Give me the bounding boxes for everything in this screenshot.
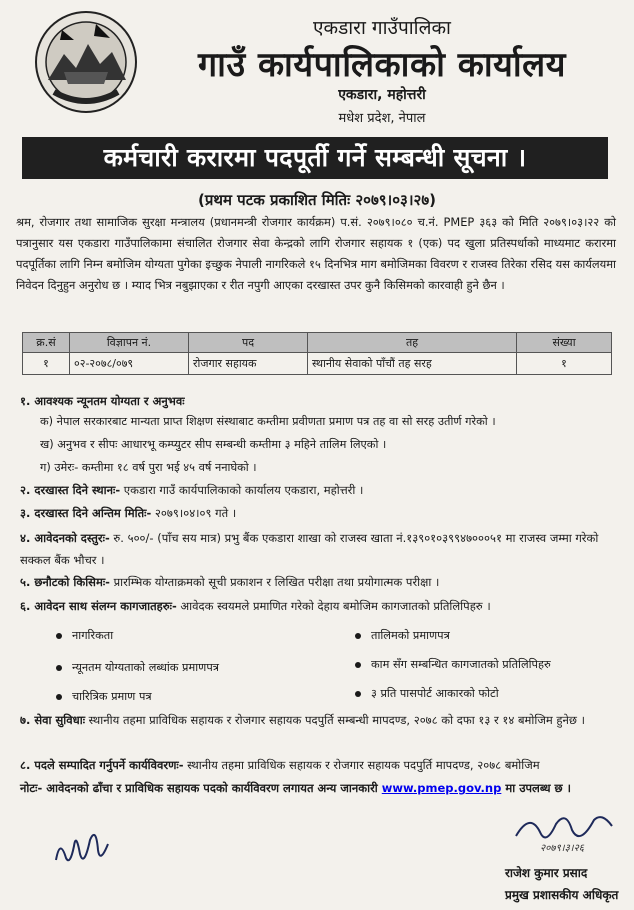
office-address: एकडारा, महोत्तरी bbox=[338, 87, 426, 103]
list-item: नागरिकता bbox=[56, 628, 113, 643]
office-title: गाउँ कार्यपालिकाको कार्यालय bbox=[198, 45, 566, 85]
list-item: काम सँग सम्बन्धित कागजातको प्रतिलिपिहरु bbox=[355, 657, 551, 672]
section-8: ८. पदले सम्पादित गर्नुपर्ने कार्यविवरणः- स्थानीय तहमा प्राविधिक सहायक र रोजगार सहायक पदपुर्ति मापदण्ड, २०७८ बमोजिम bbox=[20, 758, 540, 772]
section-7: ७. सेवा सुविधाः स्थानीय तहमा प्राविधिक सहायक र रोजगार सहायक पदपुर्ति सम्बन्धी मापदण्ड, २०७८ को दफा १३ र १४ बमोजिम हुनेछ । bbox=[20, 713, 585, 727]
bullet-icon bbox=[56, 633, 62, 639]
col-header-level: तह bbox=[308, 333, 517, 353]
cell-ad-no: ०२-२०७८/०७९ bbox=[70, 353, 189, 375]
section-5: ५. छनौटको किसिमः- प्रारम्भिक योग्ताक्रमको सूची प्रकाशन र लिखित परीक्षा तथा प्रयोगात्मक परीक्षा । bbox=[20, 575, 440, 589]
table-row bbox=[23, 353, 612, 375]
section-3: ३. दरखास्त दिने अन्तिम मितिः- २०७९।०४।०९ गते । bbox=[20, 506, 237, 520]
section-1-title: १. आवश्यक न्यूनतम योग्यता र अनुभवः bbox=[20, 394, 185, 408]
signatory-name: राजेश कुमार प्रसाद bbox=[505, 866, 588, 880]
col-header-sn: क्र.सं bbox=[23, 333, 70, 353]
bullet-icon bbox=[56, 665, 62, 671]
note-paragraph: नोटः- आवेदनको ढाँचा र प्राविधिक सहायक पदको कार्यविवरण लगायत अन्य जानकारी www.pmep.gov.np मा उपलब्ध छ । bbox=[20, 781, 571, 795]
cell-sn: १ bbox=[23, 353, 70, 375]
qualification-b: ख) अनुभव र सीपः आधारभू कम्प्युटर सीप सम्बन्धी कम्तीमा ३ महिने तालिम लिएको । bbox=[40, 438, 387, 451]
municipality-name: एकडारा गाउँपालिका bbox=[313, 17, 451, 39]
section-2: २. दरखास्त दिने स्थानः- एकडारा गाउँ कार्यपालिकाको कार्यालय एकडारा, महोत्तरी । bbox=[20, 483, 364, 497]
bullet-icon bbox=[355, 662, 361, 668]
section-4: ४. आवेदनको दस्तुरः- रु. ५००/- (पाँच सय मात्र) प्रभु बैंक एकडारा शाखा को राजस्व खाता नं.१३९०१०३९९४७०००५१ मा राजस्व जम्मा गरेको सक्कल बैंक भौचर । bbox=[20, 531, 599, 567]
handwritten-signature-left bbox=[50, 820, 120, 875]
qualification-c: ग) उमेरः- कम्तीमा १८ वर्ष पुरा भई ४५ वर्ष ननाघेको । bbox=[40, 461, 257, 474]
handwritten-signature-right bbox=[510, 806, 620, 866]
cell-count: १ bbox=[517, 353, 612, 375]
bullet-icon bbox=[56, 694, 62, 700]
cell-post: रोजगार सहायक bbox=[189, 353, 308, 375]
vacancy-table bbox=[22, 332, 612, 375]
bullet-icon bbox=[355, 691, 361, 697]
notice-title-banner: कर्मचारी करारमा पदपूर्ती गर्ने सम्बन्धी सूचना । bbox=[22, 137, 608, 179]
col-header-post: पद bbox=[189, 333, 308, 353]
pmep-website-link[interactable]: www.pmep.gov.np bbox=[381, 781, 502, 795]
section-6: ६. आवेदन साथ संलग्न कागजातहरुः- आवेदक स्वयमले प्रमाणित गरेको देहाय बमोजिम कागजातको प्रतिलिपिहरु । bbox=[20, 599, 491, 613]
qualification-a: क) नेपाल सरकारबाट मान्यता प्राप्त शिक्षण संस्थाबाट कम्तीमा प्रवीणता प्रमाण पत्र तह वा सो सरह उतीर्ण गरेको । bbox=[40, 415, 496, 428]
signatory-title: प्रमुख प्रशासकीय अधिकृत bbox=[505, 888, 619, 902]
intro-paragraph: श्रम, रोजगार तथा सामाजिक सुरक्षा मन्त्रालय (प्रधानमन्त्री रोजगार कार्यक्रम) प.सं. २०७९।०८० च.नं. PMEP ३६३ को मिति २०७९।०३।२२ को पत्रानुसार यस एकडारा गाउँपालिकामा संचालित रोजगार सेवा केन्द्रको लागि रोजगार सहायक १ (एक) पद खुला प्रतिस्पर्धाको माध्यमाट करारमा पदपूर्तिका लागि निम्न बमोजिम योग्यता पुगेका इच्छुक नेपाली नागरिकले १५ दिनभित्र माग बमोजिमका विवरण र राजस्व तिरेका रसिद यस कार्यलयमा निवेदन दिनुहुन अनुरोध छ । म्याद भित्र नबुझाएका र रीत नपुगी आएका दरखास्त उपर कुनै किसिमको कारवाही हुने छैन । bbox=[16, 215, 616, 292]
cell-level: स्थानीय सेवाको पाँचौं तह सरह bbox=[308, 353, 517, 375]
col-header-count: संख्या bbox=[517, 333, 612, 353]
publication-date: (प्रथम पटक प्रकाशित मितिः २०७९।०३।२७) bbox=[198, 191, 436, 209]
list-item: ३ प्रति पासपोर्ट आकारको फोटो bbox=[355, 686, 499, 701]
col-header-ad-no: विज्ञापन नं. bbox=[70, 333, 189, 353]
nepal-emblem-logo bbox=[34, 10, 138, 114]
table-header-row bbox=[23, 333, 612, 353]
province-line: मधेश प्रदेश, नेपाल bbox=[338, 111, 426, 126]
list-item: न्यूनतम योग्यताको लब्धांक प्रमाणपत्र bbox=[56, 660, 219, 675]
bullet-icon bbox=[355, 633, 361, 639]
list-item: तालिमको प्रमाणपत्र bbox=[355, 628, 450, 643]
list-item: चारित्रिक प्रमाण पत्र bbox=[56, 689, 152, 704]
handwritten-date: २०७९।३।२६ bbox=[540, 843, 584, 854]
